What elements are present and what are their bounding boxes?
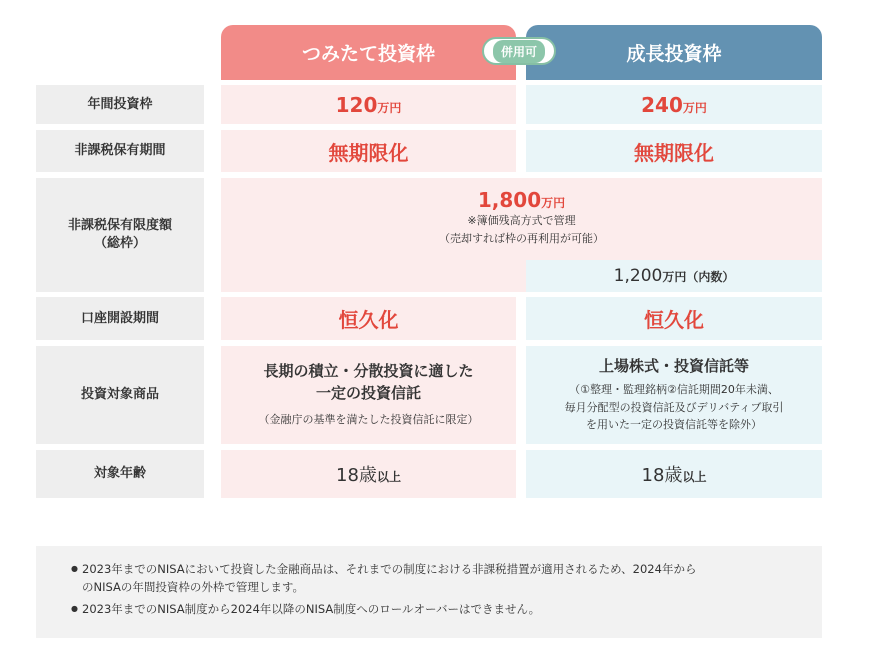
row-label-account	[36, 297, 204, 340]
note-item-2	[82, 600, 802, 618]
growth-products-note-1: （①整理・監理銘柄②信託期間20年未満、	[569, 382, 779, 396]
growth-annual-value: 240万円	[641, 92, 707, 117]
row-label-annual-text: 年間投資枠	[87, 96, 153, 112]
tsumitate-account-cell	[221, 297, 516, 340]
tsumitate-period-cell	[221, 130, 516, 172]
row-label-period-text: 非課税保有期間	[74, 143, 166, 159]
note-item-1-line-1: ● 2023年までのNISAにおいて投資した金融商品は、それまでの制度における非課税措置が適用されるため、2024年から	[82, 562, 697, 576]
growth-limit-cell	[526, 260, 822, 292]
note-item-2-line-1: ● 2023年までのNISA制度から2024年以降のNISA制度へのロールオーバーはできません。	[82, 601, 541, 616]
limit-total-content	[221, 182, 822, 254]
tsumitate-account-value: 恒久化	[338, 308, 399, 332]
tsumitate-products-note: （金融庁の基準を満たした投資信託に限定）	[258, 412, 479, 426]
row-label-annual	[36, 85, 204, 124]
tsumitate-annual-cell	[221, 85, 516, 124]
row-label-limit	[36, 178, 204, 292]
row-label-limit-text: 非課税保有限度額 （総枠）	[67, 218, 172, 251]
row-label-age	[36, 450, 204, 498]
row-label-age-text: 対象年齢	[93, 466, 146, 482]
tsumitate-age-cell	[221, 450, 516, 498]
row-label-products	[36, 346, 204, 444]
notes-box	[36, 546, 822, 638]
row-label-period	[36, 130, 204, 172]
growth-annual-cell	[526, 85, 822, 124]
growth-period-cell	[526, 130, 822, 172]
row-label-products-text: 投資対象商品	[80, 387, 159, 403]
combined-use-badge-label: 併用可	[493, 40, 545, 63]
tsumitate-age-value: 18歳以上	[336, 465, 401, 486]
growth-header	[526, 25, 822, 80]
growth-limit-value: 1,200万円（内数）	[613, 266, 735, 286]
tsumitate-header	[221, 25, 516, 80]
growth-account-value: 恒久化	[644, 308, 704, 332]
growth-age-value: 18歳以上	[641, 465, 707, 486]
growth-period-value: 無期限化	[634, 140, 714, 165]
combined-use-badge	[482, 37, 556, 65]
limit-note-1: ※簿価残高方式で管理	[467, 214, 576, 228]
tsumitate-header-title: つみたて投資枠	[301, 43, 435, 65]
tsumitate-period-value: 無期限化	[328, 140, 409, 165]
growth-products-note-2: 毎月分配型の投資信託及びデリバティブ取引	[564, 400, 784, 414]
tsumitate-annual-value: 120万円	[335, 92, 402, 117]
limit-note-2: （売却すれば枠の再利用が可能）	[439, 232, 604, 245]
limit-total-value: 1,800万円	[477, 188, 566, 213]
growth-products-title: 上場株式・投資信託等	[598, 357, 749, 376]
note-item-1-line-2: のNISAの年間投資枠の外枠で管理します。	[82, 580, 304, 595]
growth-products-note-3: を用いた一定の投資信託等を除外）	[586, 418, 762, 432]
growth-header-title: 成長投資枠	[626, 43, 722, 65]
growth-account-cell	[526, 297, 822, 340]
growth-age-cell	[526, 450, 822, 498]
tsumitate-products-title-2: 一定の投資信託	[315, 384, 421, 403]
note-item-1	[82, 560, 802, 597]
tsumitate-products-cell	[221, 346, 516, 444]
row-label-account-text: 口座開設期間	[80, 310, 159, 326]
growth-products-cell	[526, 346, 822, 444]
tsumitate-products-title-1: 長期の積立・分散投資に適した	[263, 362, 474, 381]
